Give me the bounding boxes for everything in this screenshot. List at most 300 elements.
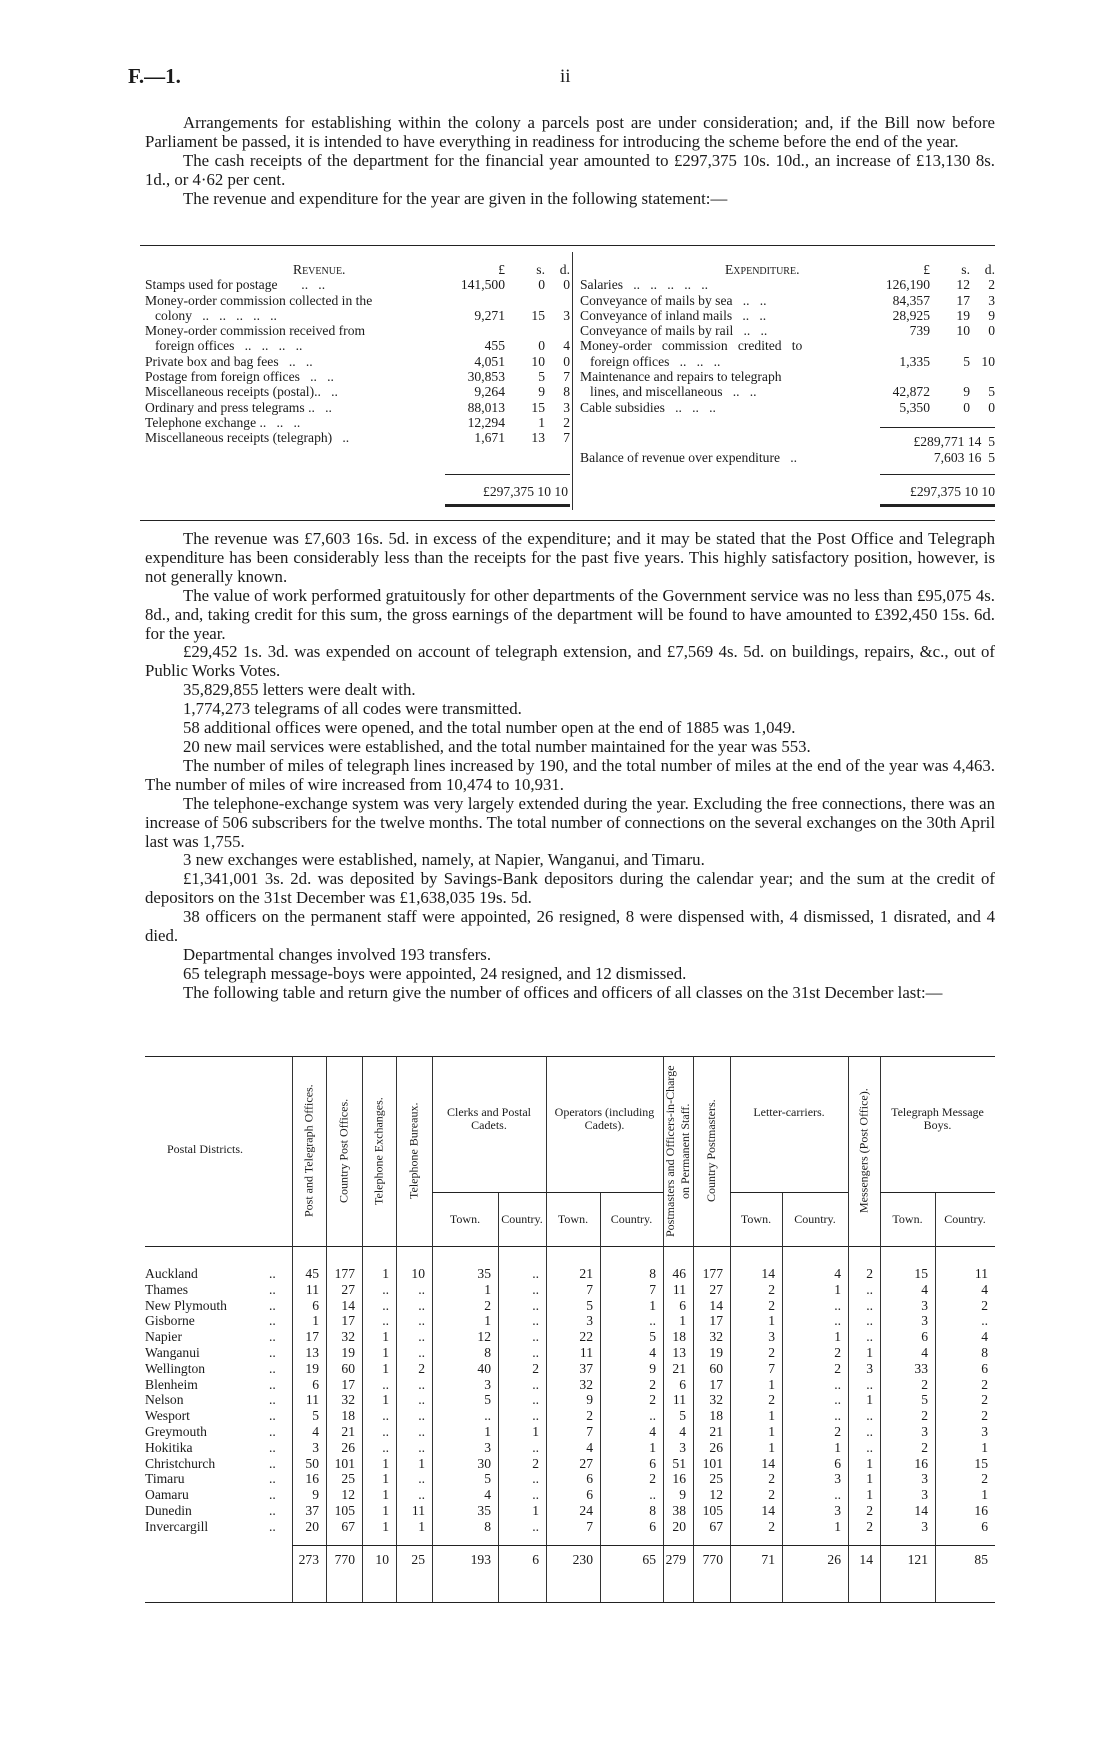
table-cell: .. xyxy=(382,1297,389,1313)
revenue-shillings: 1 xyxy=(538,414,545,430)
table-cell: 2 xyxy=(532,1455,539,1471)
table-cell: .. xyxy=(418,1408,425,1424)
expenditure-pence: 2 xyxy=(988,277,995,293)
table-cell: 4 xyxy=(834,1266,841,1281)
table-cell: .. xyxy=(532,1281,539,1297)
table-cell: .. xyxy=(834,1297,841,1313)
table-cell: 1 xyxy=(981,1487,988,1503)
district-name: Auckland xyxy=(145,1266,198,1281)
table-cell: .. xyxy=(532,1518,539,1534)
vertical-column-header: Telephone Exchanges. xyxy=(371,1097,386,1205)
table-cell: .. xyxy=(382,1281,389,1297)
table-cell: 33 xyxy=(914,1360,928,1376)
total-cell: 65 xyxy=(642,1551,656,1567)
table-cell: .. xyxy=(532,1313,539,1329)
table-cell: 1 xyxy=(866,1455,873,1471)
table-cell: 1 xyxy=(532,1424,539,1439)
revenue-item-label: Telephone exchange .. .. .. xyxy=(145,414,301,430)
table-cell: .. xyxy=(834,1313,841,1329)
table-cell: 35 xyxy=(477,1266,491,1281)
table-cell: 4 xyxy=(586,1439,593,1455)
table-cell: 18 xyxy=(709,1408,723,1424)
table-cell: 1 xyxy=(649,1439,656,1455)
document-reference: F.—1. xyxy=(128,64,181,88)
table-cell: 101 xyxy=(334,1455,355,1471)
table-cell: .. xyxy=(834,1487,841,1503)
district-name: New Plymouth xyxy=(145,1297,227,1313)
paragraph: 3 new exchanges were established, namely, at Napier, Wanganui, and Timaru. xyxy=(183,850,705,870)
table-cell: .. xyxy=(418,1313,425,1329)
table-cell: 32 xyxy=(341,1329,355,1345)
leader-dots: .. xyxy=(269,1392,276,1408)
table-cell: .. xyxy=(382,1439,389,1455)
table-cell: 1 xyxy=(382,1392,389,1408)
table-cell: 1 xyxy=(418,1455,425,1471)
table-cell: 3 xyxy=(768,1329,775,1345)
table-cell: .. xyxy=(981,1313,988,1329)
expenditure-total: £297,375 10 10 xyxy=(910,484,995,499)
table-cell: 26 xyxy=(709,1439,723,1455)
total-cell: 26 xyxy=(827,1551,841,1567)
table-cell: 20 xyxy=(305,1518,319,1534)
table-cell: 14 xyxy=(761,1266,775,1281)
expenditure-item-label: Cable subsidies .. .. .. xyxy=(580,399,716,415)
table-cell: 14 xyxy=(761,1455,775,1471)
revenue-item-label: Miscellaneous receipts (telegraph) .. xyxy=(145,430,350,446)
paragraph: 58 additional offices were opened, and the total number open at the end of 1885 was 1,049. xyxy=(183,718,796,738)
table-cell: 4 xyxy=(921,1281,928,1297)
district-name: Timaru xyxy=(145,1471,185,1487)
table-cell: 3 xyxy=(866,1360,873,1376)
expenditure-shillings: 19 xyxy=(956,307,970,323)
table-header-rule xyxy=(145,1246,995,1247)
table-cell: 3 xyxy=(921,1313,928,1329)
table-cell: 1 xyxy=(981,1439,988,1455)
table-cell: .. xyxy=(649,1313,656,1329)
district-name: Hokitika xyxy=(145,1439,193,1455)
revenue-total: £297,375 10 10 xyxy=(483,484,568,499)
table-cell: 6 xyxy=(921,1329,928,1345)
table-cell: 105 xyxy=(702,1503,723,1518)
table-cell: 20 xyxy=(672,1518,686,1534)
vertical-column-header: Telephone Bureaux. xyxy=(406,1102,421,1200)
paragraph: The value of work performed gratuitously for other departments of the Government service was no less than £95,075 4s. 8d., and, taking credit for this sum, the gross earnings of the department will be found to have amounted to £392,450 15s. 6d. for the year. xyxy=(145,585,995,643)
sub-column-header: Town. xyxy=(557,1212,589,1226)
paragraph: 35,829,855 letters were dealt with. xyxy=(183,680,416,700)
paragraph: £29,452 1s. 3d. was expended on account of telegraph extension, and £7,569 4s. 5d. on buildings, repairs, &c., out of Public Works Votes. xyxy=(145,642,995,681)
table-cell: 32 xyxy=(709,1329,723,1345)
table-cell: 101 xyxy=(702,1455,723,1471)
revenue-pence: 7 xyxy=(563,430,570,446)
table-cell: 3 xyxy=(921,1297,928,1313)
table-cell: .. xyxy=(418,1392,425,1408)
table-cell: 2 xyxy=(532,1360,539,1376)
district-name: Invercargill xyxy=(145,1518,209,1534)
table-cell: 2 xyxy=(484,1297,491,1313)
revenue-item-label: foreign offices .. .. .. .. xyxy=(155,338,303,354)
table-cell: 38 xyxy=(672,1503,686,1518)
table-cell: 2 xyxy=(834,1424,841,1439)
table-cell: .. xyxy=(866,1376,873,1392)
table-cell: .. xyxy=(418,1297,425,1313)
table-cell: .. xyxy=(649,1487,656,1503)
revenue-pence: 4 xyxy=(563,338,570,354)
table-cell: 2 xyxy=(649,1376,656,1392)
expenditure-pence: 3 xyxy=(988,292,995,308)
paragraph: The number of miles of telegraph lines increased by 190, and the total number of miles at the end of the year was 4,463. The number of miles of wire increased from 10,474 to 10,931. xyxy=(145,755,995,794)
table-cell: 4 xyxy=(981,1281,988,1297)
total-cell: 770 xyxy=(334,1551,355,1567)
total-cell: 279 xyxy=(665,1551,686,1567)
table-cell: 45 xyxy=(305,1266,319,1281)
district-name: Thames xyxy=(145,1281,189,1297)
table-cell: 2 xyxy=(586,1408,593,1424)
table-cell: 7 xyxy=(768,1360,775,1376)
table-cell: 2 xyxy=(921,1439,928,1455)
revenue-shillings: 10 xyxy=(531,353,545,369)
table-cell: .. xyxy=(866,1439,873,1455)
table-cell: .. xyxy=(532,1376,539,1392)
table-cell: 6 xyxy=(312,1376,319,1392)
postal-districts-header: Postal Districts. xyxy=(167,1142,244,1156)
table-cell: 7 xyxy=(586,1281,593,1297)
table-cell: 1 xyxy=(382,1503,389,1518)
expenditure-pounds: 28,925 xyxy=(892,307,930,323)
table-cell: .. xyxy=(834,1408,841,1424)
table-cell: 17 xyxy=(709,1376,723,1392)
balance-value: 7,603 16 5 xyxy=(933,450,995,465)
table-cell: .. xyxy=(834,1376,841,1392)
table-cell: .. xyxy=(532,1487,539,1503)
revenue-pounds: 4,051 xyxy=(474,353,505,369)
sub-column-header: Town. xyxy=(449,1212,481,1226)
table-cell: 2 xyxy=(768,1345,775,1360)
table-cell: 25 xyxy=(341,1471,355,1487)
leader-dots: .. xyxy=(269,1313,276,1329)
table-cell: 6 xyxy=(312,1297,319,1313)
revenue-pounds: 30,853 xyxy=(467,369,505,385)
table-bottom-rule xyxy=(145,1602,995,1603)
group-column-header: Letter-carriers. xyxy=(753,1105,825,1119)
total-cell: 770 xyxy=(702,1551,723,1567)
table-cell: .. xyxy=(834,1392,841,1408)
expenditure-item-label: Conveyance of inland mails .. .. xyxy=(580,307,767,323)
district-name: Wanganui xyxy=(145,1345,200,1360)
revenue-item-label: Private box and bag fees .. .. xyxy=(145,353,313,369)
table-cell: 3 xyxy=(921,1518,928,1534)
table-cell: 2 xyxy=(418,1360,425,1376)
table-cell: 177 xyxy=(334,1266,355,1281)
expenditure-shillings: 5 xyxy=(963,353,970,369)
table-cell: 6 xyxy=(981,1518,988,1534)
table-cell: .. xyxy=(382,1376,389,1392)
paragraph: The cash receipts of the department for the financial year amounted to £297,375 10s. 10d., an increase of £13,130 8s. 1d., or 4·62 per cent. xyxy=(145,150,995,189)
table-cell: 8 xyxy=(981,1345,988,1360)
table-cell: 5 xyxy=(649,1329,656,1345)
table-cell: 6 xyxy=(981,1360,988,1376)
revenue-pence: 0 xyxy=(563,277,570,293)
expenditure-pounds: 5,350 xyxy=(899,399,930,415)
table-cell: 1 xyxy=(768,1376,775,1392)
revenue-item-label: Money-order commission collected in the xyxy=(145,292,373,308)
table-cell: 3 xyxy=(484,1376,491,1392)
sub-column-header: Country. xyxy=(501,1212,543,1226)
table-cell: .. xyxy=(532,1345,539,1360)
table-cell: 3 xyxy=(921,1471,928,1487)
pounds-header: £ xyxy=(498,262,505,277)
table-cell: 26 xyxy=(341,1439,355,1455)
table-cell: .. xyxy=(866,1297,873,1313)
table-cell: 18 xyxy=(341,1408,355,1424)
revenue-pounds: 12,294 xyxy=(467,414,505,430)
table-cell: 5 xyxy=(586,1297,593,1313)
sub-column-header: Country. xyxy=(944,1212,986,1226)
table-cell: 7 xyxy=(586,1518,593,1534)
table-cell: 2 xyxy=(866,1266,873,1281)
table-cell: 1 xyxy=(768,1439,775,1455)
expenditure-pence: 0 xyxy=(988,323,995,339)
table-cell: 1 xyxy=(382,1360,389,1376)
leader-dots: .. xyxy=(269,1424,276,1439)
district-name: Blenheim xyxy=(145,1376,198,1392)
table-cell: .. xyxy=(866,1281,873,1297)
table-cell: 2 xyxy=(768,1487,775,1503)
table-cell: 19 xyxy=(341,1345,355,1360)
table-cell: 1 xyxy=(382,1455,389,1471)
table-cell: 1 xyxy=(834,1439,841,1455)
leader-dots: .. xyxy=(269,1345,276,1360)
table-cell: 6 xyxy=(679,1297,686,1313)
page-number: ii xyxy=(560,66,571,87)
total-cell: 85 xyxy=(974,1551,988,1567)
table-cell: 17 xyxy=(709,1313,723,1329)
expenditure-item-label: Conveyance of mails by rail .. .. xyxy=(580,323,768,339)
district-name: Dunedin xyxy=(145,1503,192,1518)
revenue-pounds: 88,013 xyxy=(467,399,505,415)
table-cell: 1 xyxy=(866,1392,873,1408)
table-cell: 60 xyxy=(341,1360,355,1376)
table-cell: 1 xyxy=(382,1266,389,1281)
table-cell: 1 xyxy=(834,1329,841,1345)
leader-dots: .. xyxy=(269,1439,276,1455)
leader-dots: .. xyxy=(269,1518,276,1534)
table-cell: 2 xyxy=(866,1518,873,1534)
table-cell: 50 xyxy=(305,1455,319,1471)
shillings-header: s. xyxy=(536,262,545,277)
table-cell: 5 xyxy=(312,1408,319,1424)
table-cell: 12 xyxy=(477,1329,491,1345)
table-cell: 2 xyxy=(768,1297,775,1313)
table-cell: 6 xyxy=(649,1518,656,1534)
table-cell: .. xyxy=(418,1345,425,1360)
table-cell: 1 xyxy=(866,1345,873,1360)
leader-dots: .. xyxy=(269,1376,276,1392)
table-cell: 6 xyxy=(679,1376,686,1392)
district-name: Gisborne xyxy=(145,1313,195,1329)
table-cell: 2 xyxy=(768,1281,775,1297)
leader-dots: .. xyxy=(269,1471,276,1487)
table-cell: 2 xyxy=(834,1360,841,1376)
table-cell: 1 xyxy=(834,1281,841,1297)
table-cell: .. xyxy=(532,1266,539,1281)
table-cell: 27 xyxy=(341,1281,355,1297)
revenue-shillings: 15 xyxy=(531,399,545,415)
table-cell: 1 xyxy=(768,1313,775,1329)
table-cell: .. xyxy=(866,1408,873,1424)
table-cell: 67 xyxy=(709,1518,723,1534)
paragraph: 20 new mail services were established, and the total number maintained for the year was 553. xyxy=(183,736,811,756)
table-cell: 8 xyxy=(484,1518,491,1534)
subheader-rule xyxy=(432,1192,546,1193)
table-cell: 1 xyxy=(768,1424,775,1439)
table-cell: .. xyxy=(532,1471,539,1487)
table-cell: 1 xyxy=(312,1313,319,1329)
table-cell: 1 xyxy=(768,1408,775,1424)
table-cell: 2 xyxy=(921,1376,928,1392)
table-cell: 3 xyxy=(834,1471,841,1487)
table-cell: 1 xyxy=(866,1487,873,1503)
table-cell: .. xyxy=(532,1408,539,1424)
table-cell: 35 xyxy=(477,1503,491,1518)
table-cell: 60 xyxy=(709,1360,723,1376)
table-cell: 4 xyxy=(649,1424,656,1439)
table-cell: 19 xyxy=(709,1345,723,1360)
revenue-item-label: Stamps used for postage .. .. xyxy=(145,277,326,293)
table-cell: 4 xyxy=(679,1424,686,1439)
vertical-column-header: Country Post Offices. xyxy=(336,1098,351,1204)
table-cell: .. xyxy=(418,1376,425,1392)
table-cell: 7 xyxy=(586,1424,593,1439)
expenditure-item-label: foreign offices .. .. .. xyxy=(590,353,721,369)
table-cell: 3 xyxy=(679,1439,686,1455)
revenue-shillings: 13 xyxy=(531,430,545,446)
table-cell: .. xyxy=(532,1329,539,1345)
table-cell: 11 xyxy=(672,1392,686,1408)
total-cell: 230 xyxy=(572,1551,593,1567)
revenue-pence: 3 xyxy=(563,307,570,323)
table-cell: 9 xyxy=(679,1487,686,1503)
table-cell: 4 xyxy=(312,1424,319,1439)
table-cell: 9 xyxy=(586,1392,593,1408)
expenditure-item-label: Salaries .. .. .. .. .. xyxy=(580,277,708,293)
table-cell: 24 xyxy=(579,1503,593,1518)
paragraph: The following table and return give the number of offices and officers of all classes on the 31st December last:— xyxy=(183,982,943,1002)
vertical-column-header: Post and Telegraph Offices. xyxy=(301,1084,316,1218)
revenue-pounds: 9,264 xyxy=(474,384,505,400)
table-cell: .. xyxy=(418,1487,425,1503)
table-cell: 4 xyxy=(649,1345,656,1360)
revenue-pence: 8 xyxy=(563,384,570,400)
table-cell: 19 xyxy=(305,1360,319,1376)
table-cell: 3 xyxy=(921,1424,928,1439)
total-cell: 14 xyxy=(859,1551,873,1567)
table-cell: .. xyxy=(866,1329,873,1345)
table-cell: 2 xyxy=(649,1392,656,1408)
table-cell: 2 xyxy=(921,1408,928,1424)
table-cell: .. xyxy=(418,1281,425,1297)
table-cell: 2 xyxy=(768,1471,775,1487)
table-cell: 12 xyxy=(341,1487,355,1503)
district-name: Wesport xyxy=(145,1408,190,1424)
table-cell: .. xyxy=(649,1408,656,1424)
table-cell: 8 xyxy=(649,1266,656,1281)
table-cell: 3 xyxy=(921,1487,928,1503)
paragraph: The telephone-exchange system was very largely extended during the year. Excluding the free connections, there was an increase of 506 subscribers for the twelve months. The total number of connections on the several exchanges on the 30th April last was 1,755. xyxy=(145,793,995,851)
table-cell: 2 xyxy=(981,1376,988,1392)
subheader-rule xyxy=(730,1192,848,1193)
district-name: Nelson xyxy=(145,1392,184,1408)
table-cell: 1 xyxy=(484,1313,491,1329)
expenditure-shillings: 12 xyxy=(956,277,970,293)
paragraph: The revenue was £7,603 16s. 5d. in excess of the expenditure; and it may be stated that the Post Office and Telegraph expenditure has been considerably less than the receipts for the past five years. This highly satisfactory position, however, is not generally known. xyxy=(145,529,995,586)
total-cell: 121 xyxy=(907,1551,928,1567)
vertical-column-header: Messengers (Post Office). xyxy=(856,1088,871,1214)
expenditure-pounds: 42,872 xyxy=(892,384,930,400)
table-cell: 14 xyxy=(709,1297,723,1313)
pence-header: d. xyxy=(984,262,995,277)
table-cell: 1 xyxy=(382,1329,389,1345)
subheader-rule xyxy=(880,1192,995,1193)
table-cell: 15 xyxy=(974,1455,988,1471)
table-cell: 3 xyxy=(834,1503,841,1518)
table-cell: 37 xyxy=(579,1360,593,1376)
expenditure-pounds: 739 xyxy=(909,323,930,339)
district-name: Greymouth xyxy=(145,1424,207,1439)
table-cell: .. xyxy=(484,1408,491,1424)
district-name: Wellington xyxy=(145,1360,206,1376)
total-cell: 10 xyxy=(375,1551,389,1567)
table-cell: 32 xyxy=(709,1392,723,1408)
district-name: Oamaru xyxy=(145,1487,189,1503)
table-cell: .. xyxy=(418,1329,425,1345)
table-cell: 1 xyxy=(382,1471,389,1487)
table-cell: 4 xyxy=(981,1329,988,1345)
expenditure-shillings: 0 xyxy=(963,399,970,415)
revenue-item-label: Ordinary and press telegrams .. .. xyxy=(145,399,332,415)
table-cell: 2 xyxy=(768,1392,775,1408)
paragraph: 38 officers on the permanent staff were appointed, 26 resigned, 8 were dispensed with, 4 dismissed, 1 disrated, and 4 died. xyxy=(145,907,995,946)
table-cell: 37 xyxy=(305,1503,319,1518)
pence-header: d. xyxy=(559,262,570,277)
table-cell: 2 xyxy=(981,1408,988,1424)
leader-dots: .. xyxy=(269,1503,276,1518)
group-column-header: Telegraph Message Boys. xyxy=(891,1105,984,1132)
expenditure-shillings: 10 xyxy=(956,323,970,339)
table-cell: 17 xyxy=(305,1329,319,1345)
table-cell: 105 xyxy=(334,1503,355,1518)
table-cell: 11 xyxy=(305,1392,319,1408)
leader-dots: .. xyxy=(269,1408,276,1424)
total-cell: 193 xyxy=(470,1551,491,1567)
table-cell: 1 xyxy=(649,1297,656,1313)
table-cell: 2 xyxy=(981,1392,988,1408)
leader-dots: .. xyxy=(269,1266,276,1281)
table-cell: 21 xyxy=(709,1424,723,1439)
expenditure-item-label: Conveyance of mails by sea .. .. xyxy=(580,292,767,308)
table-cell: .. xyxy=(418,1424,425,1439)
table-cell: 9 xyxy=(312,1487,319,1503)
expenditure-pounds: 1,335 xyxy=(899,353,930,369)
table-cell: 67 xyxy=(341,1518,355,1534)
total-cell: 6 xyxy=(532,1551,539,1567)
table-cell: 6 xyxy=(586,1487,593,1503)
table-cell: 51 xyxy=(672,1455,686,1471)
table-cell: 1 xyxy=(532,1503,539,1518)
expenditure-shillings: 17 xyxy=(956,292,970,308)
revenue-shillings: 0 xyxy=(538,338,545,354)
vertical-column-header: Postmasters and Officers-in-Charge on Permanent Staff. xyxy=(663,1065,692,1237)
shillings-header: s. xyxy=(961,262,970,277)
